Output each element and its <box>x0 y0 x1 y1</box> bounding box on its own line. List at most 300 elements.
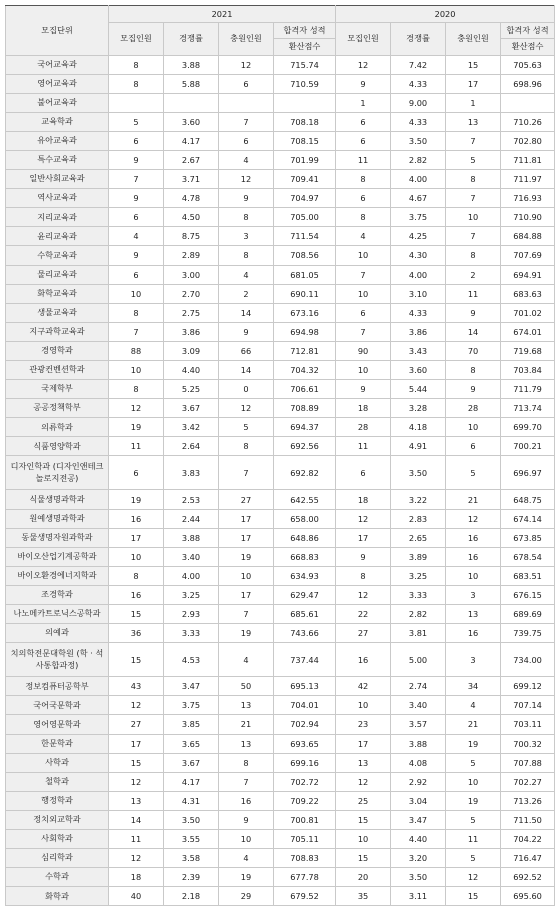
quota-2020-cell: 28 <box>336 418 391 437</box>
table-row <box>6 437 555 456</box>
table-row <box>6 189 555 208</box>
score-2020-cell: 734.00 <box>501 643 555 677</box>
fill-2021-cell: 6 <box>219 131 274 150</box>
table-row <box>6 696 555 715</box>
ratio-2021-cell: 4.50 <box>164 208 219 227</box>
fill-2021-cell: 4 <box>219 643 274 677</box>
fill-2021-cell: 12 <box>219 170 274 189</box>
table-row <box>6 170 555 189</box>
score-2020-cell: 676.15 <box>501 585 555 604</box>
unit-cell: 국어교육과 <box>6 55 109 74</box>
score-2020-cell: 701.02 <box>501 303 555 322</box>
unit-cell: 교육학과 <box>6 112 109 131</box>
quota-2021-cell: 8 <box>109 55 164 74</box>
ratio-2020-cell: 3.40 <box>391 696 446 715</box>
score-2021-cell: 712.81 <box>274 341 336 360</box>
quota-2020-cell: 9 <box>336 74 391 93</box>
score-2021-cell: 690.11 <box>274 284 336 303</box>
ratio-2020-cell: 2.82 <box>391 605 446 624</box>
unit-cell: 생물교육과 <box>6 303 109 322</box>
ratio-2021-cell: 3.40 <box>164 547 219 566</box>
ratio-2021-cell: 3.00 <box>164 265 219 284</box>
ratio-2020-cell: 3.20 <box>391 849 446 868</box>
fill-2020-cell: 17 <box>446 74 501 93</box>
quota-2020-cell: 6 <box>336 456 391 490</box>
unit-cell: 일반사회교육과 <box>6 170 109 189</box>
quota-2020-cell: 27 <box>336 624 391 643</box>
quota-2020-cell: 17 <box>336 734 391 753</box>
score-2021-cell: 708.18 <box>274 112 336 131</box>
ratio-2021-cell: 3.09 <box>164 341 219 360</box>
quota-2021-cell: 18 <box>109 868 164 887</box>
ratio-2021-cell: 3.55 <box>164 829 219 848</box>
table-row <box>6 246 555 265</box>
quota-2021-cell: 9 <box>109 246 164 265</box>
score-2020-cell: 719.68 <box>501 341 555 360</box>
ratio-2020-cell: 3.11 <box>391 887 446 906</box>
fill-2020-cell: 5 <box>446 810 501 829</box>
score-2021-cell: 704.01 <box>274 696 336 715</box>
unit-cell: 국제학부 <box>6 380 109 399</box>
quota-2021-cell: 40 <box>109 887 164 906</box>
quota-2021-cell: 17 <box>109 734 164 753</box>
score-2021-cell: 715.74 <box>274 55 336 74</box>
ratio-2020-cell: 3.43 <box>391 341 446 360</box>
fill-2020-cell: 70 <box>446 341 501 360</box>
admissions-table-wrapper <box>5 5 554 906</box>
quota-2020-cell: 22 <box>336 605 391 624</box>
quota-2021-cell: 10 <box>109 361 164 380</box>
fill-2020-cell: 12 <box>446 868 501 887</box>
ratio-2020-cell: 7.42 <box>391 55 446 74</box>
table-row <box>6 887 555 906</box>
quota-2021-cell: 8 <box>109 566 164 585</box>
score-2021-cell: 702.72 <box>274 772 336 791</box>
table-row <box>6 810 555 829</box>
score-2021-cell: 629.47 <box>274 585 336 604</box>
fill-2021-cell: 66 <box>219 341 274 360</box>
fill-2020-cell: 1 <box>446 93 501 112</box>
ratio-2020-cell: 4.91 <box>391 437 446 456</box>
ratio-2021-cell: 4.53 <box>164 643 219 677</box>
table-row <box>6 849 555 868</box>
quota-2020-cell: 12 <box>336 55 391 74</box>
ratio-2021-cell: 2.93 <box>164 605 219 624</box>
fill-2021-cell: 19 <box>219 868 274 887</box>
table-row <box>6 341 555 360</box>
fill-2020-cell: 4 <box>446 696 501 715</box>
fill-2021-cell: 27 <box>219 490 274 509</box>
ratio-2021-cell: 2.39 <box>164 868 219 887</box>
score-2020-cell: 707.69 <box>501 246 555 265</box>
quota-2020-cell: 7 <box>336 265 391 284</box>
ratio-2020-cell: 4.00 <box>391 170 446 189</box>
ratio-2020-cell: 2.92 <box>391 772 446 791</box>
quota-2021-cell: 16 <box>109 509 164 528</box>
table-row <box>6 547 555 566</box>
score-2020-cell: 713.26 <box>501 791 555 810</box>
ratio-2020-cell: 3.50 <box>391 456 446 490</box>
quota-2021-cell: 14 <box>109 810 164 829</box>
ratio-2021-cell: 3.71 <box>164 170 219 189</box>
unit-cell: 화학교육과 <box>6 284 109 303</box>
quota-2020-cell: 15 <box>336 849 391 868</box>
quota-2021-cell: 36 <box>109 624 164 643</box>
table-row <box>6 868 555 887</box>
quota-2020-cell: 35 <box>336 887 391 906</box>
ratio-2020-cell: 3.81 <box>391 624 446 643</box>
fill-2021-cell: 14 <box>219 361 274 380</box>
score-2020-cell: 700.21 <box>501 437 555 456</box>
unit-cell: 치의학전문대학원 (학 · 석사통합과정) <box>6 643 109 677</box>
quota-2020-cell: 6 <box>336 303 391 322</box>
fill-2021-cell: 4 <box>219 849 274 868</box>
unit-cell: 수학교육과 <box>6 246 109 265</box>
score-2020-cell: 683.51 <box>501 566 555 585</box>
fill-2020-cell: 11 <box>446 829 501 848</box>
unit-cell: 식품영양학과 <box>6 437 109 456</box>
unit-cell: 수학과 <box>6 868 109 887</box>
unit-cell: 조경학과 <box>6 585 109 604</box>
score-2021-cell: 681.05 <box>274 265 336 284</box>
score-2021-cell: 704.97 <box>274 189 336 208</box>
quota-2021-cell: 19 <box>109 490 164 509</box>
table-row <box>6 829 555 848</box>
ratio-2021-cell: 3.60 <box>164 112 219 131</box>
fill-2021-cell: 8 <box>219 437 274 456</box>
ratio-2021-cell: 2.75 <box>164 303 219 322</box>
quota-2020-cell: 10 <box>336 284 391 303</box>
unit-cell: 디자인학과 (디자인앤테크놀로지전공) <box>6 456 109 490</box>
quota-2020-cell: 13 <box>336 753 391 772</box>
header-row-years <box>6 6 555 23</box>
fill-2020-cell: 10 <box>446 208 501 227</box>
ratio-2021-cell: 2.18 <box>164 887 219 906</box>
quota-2020-cell: 6 <box>336 189 391 208</box>
ratio-2020-cell: 4.30 <box>391 246 446 265</box>
quota-2020-cell: 11 <box>336 150 391 169</box>
quota-2020-cell: 9 <box>336 380 391 399</box>
score-2021-cell: 701.99 <box>274 150 336 169</box>
ratio-2020-cell: 4.67 <box>391 189 446 208</box>
quota-2020-cell: 8 <box>336 208 391 227</box>
score-2021-cell: 692.82 <box>274 456 336 490</box>
unit-cell: 공공정책학부 <box>6 399 109 418</box>
table-row <box>6 55 555 74</box>
ratio-2021-cell: 3.65 <box>164 734 219 753</box>
quota-2020-cell: 12 <box>336 772 391 791</box>
quota-2020-cell: 16 <box>336 643 391 677</box>
unit-cell: 철학과 <box>6 772 109 791</box>
ratio-2020-cell: 4.00 <box>391 265 446 284</box>
table-body <box>6 55 555 906</box>
quota-2020-cell: 42 <box>336 677 391 696</box>
score-2021-cell: 648.86 <box>274 528 336 547</box>
fill-2020-cell: 7 <box>446 227 501 246</box>
score-2021-cell: 668.83 <box>274 547 336 566</box>
score-2021-cell: 702.94 <box>274 715 336 734</box>
table-row <box>6 456 555 490</box>
quota-2020-cell: 8 <box>336 566 391 585</box>
fill-2021-cell: 2 <box>219 284 274 303</box>
fill-2021-cell: 7 <box>219 456 274 490</box>
ratio-2020-cell: 3.60 <box>391 361 446 380</box>
quota-2020-cell: 25 <box>336 791 391 810</box>
table-row <box>6 150 555 169</box>
quota-2020-cell: 12 <box>336 585 391 604</box>
score-2020-cell: 711.97 <box>501 170 555 189</box>
ratio-2021-cell: 3.50 <box>164 810 219 829</box>
quota-2020-cell: 8 <box>336 170 391 189</box>
score-2020-cell: 703.11 <box>501 715 555 734</box>
table-row <box>6 208 555 227</box>
unit-cell: 바이오산업기계공학과 <box>6 547 109 566</box>
ratio-2020-cell: 3.33 <box>391 585 446 604</box>
ratio-2020-cell: 2.74 <box>391 677 446 696</box>
table-row <box>6 284 555 303</box>
fill-2020-cell: 34 <box>446 677 501 696</box>
table-row <box>6 528 555 547</box>
table-row <box>6 772 555 791</box>
fill-2021-cell: 7 <box>219 605 274 624</box>
quota-2021-cell: 5 <box>109 112 164 131</box>
score-2021-cell: 693.65 <box>274 734 336 753</box>
score-2021-cell: 685.61 <box>274 605 336 624</box>
quota-2021-cell: 17 <box>109 528 164 547</box>
ratio-2021-cell: 2.53 <box>164 490 219 509</box>
unit-cell: 관광컨벤션학과 <box>6 361 109 380</box>
quota-2020-cell: 20 <box>336 868 391 887</box>
ratio-2021-cell: 3.67 <box>164 753 219 772</box>
fill-2021-cell: 8 <box>219 753 274 772</box>
ratio-2020-cell: 5.44 <box>391 380 446 399</box>
fill-2020-cell: 21 <box>446 490 501 509</box>
score-2021-cell: 711.54 <box>274 227 336 246</box>
score-2021-cell: 634.93 <box>274 566 336 585</box>
score-2020-cell: 710.26 <box>501 112 555 131</box>
fill-2020-cell: 15 <box>446 887 501 906</box>
unit-cell: 식물생명과학과 <box>6 490 109 509</box>
fill-2020-cell: 8 <box>446 170 501 189</box>
ratio-2020-cell: 4.33 <box>391 303 446 322</box>
table-row <box>6 93 555 112</box>
quota-2020-cell: 23 <box>336 715 391 734</box>
quota-2020-cell: 4 <box>336 227 391 246</box>
quota-2021-cell: 11 <box>109 437 164 456</box>
score-2020-cell: 702.80 <box>501 131 555 150</box>
fill-2020-cell: 13 <box>446 112 501 131</box>
fill-2021-cell <box>219 93 274 112</box>
fill-2020-cell: 21 <box>446 715 501 734</box>
fill-2021-cell: 29 <box>219 887 274 906</box>
score-2020-cell: 692.52 <box>501 868 555 887</box>
ratio-2020-cell: 3.04 <box>391 791 446 810</box>
fill-2020-cell: 7 <box>446 131 501 150</box>
ratio-2021-cell: 3.88 <box>164 55 219 74</box>
score-2020-cell: 739.75 <box>501 624 555 643</box>
table-row <box>6 605 555 624</box>
unit-cell: 의류학과 <box>6 418 109 437</box>
table-row <box>6 490 555 509</box>
quota-2020-cell: 6 <box>336 112 391 131</box>
unit-cell: 영어교육과 <box>6 74 109 93</box>
fill-2020-cell: 5 <box>446 753 501 772</box>
score-2021-cell: 708.15 <box>274 131 336 150</box>
score-2020-subheader: 환산점수 <box>501 39 555 56</box>
score-2020-cell: 674.14 <box>501 509 555 528</box>
table-row <box>6 566 555 585</box>
unit-column-header: 모집단위 <box>6 6 109 56</box>
score-2021-cell: 709.22 <box>274 791 336 810</box>
quota-2020-cell: 90 <box>336 341 391 360</box>
fill-2020-cell: 10 <box>446 418 501 437</box>
quota-2021-header: 모집인원 <box>109 22 164 55</box>
unit-cell: 한문학과 <box>6 734 109 753</box>
fill-2020-cell: 2 <box>446 265 501 284</box>
table-row <box>6 643 555 677</box>
fill-2021-cell: 7 <box>219 112 274 131</box>
fill-2021-cell: 4 <box>219 150 274 169</box>
fill-2020-cell: 9 <box>446 303 501 322</box>
ratio-2020-cell: 4.18 <box>391 418 446 437</box>
ratio-2020-cell: 9.00 <box>391 93 446 112</box>
quota-2020-cell: 10 <box>336 829 391 848</box>
quota-2020-cell: 12 <box>336 509 391 528</box>
score-2021-cell: 705.00 <box>274 208 336 227</box>
ratio-2021-cell: 8.75 <box>164 227 219 246</box>
score-2020-cell: 678.54 <box>501 547 555 566</box>
ratio-2021-cell: 3.42 <box>164 418 219 437</box>
ratio-2021-cell: 3.86 <box>164 322 219 341</box>
score-2021-cell: 709.41 <box>274 170 336 189</box>
fill-2020-cell: 13 <box>446 605 501 624</box>
fill-2021-cell: 10 <box>219 829 274 848</box>
table-row <box>6 380 555 399</box>
score-2020-cell: 648.75 <box>501 490 555 509</box>
quota-2021-cell: 6 <box>109 265 164 284</box>
fill-2020-cell: 15 <box>446 55 501 74</box>
score-2021-header: 합격자 성적 <box>274 22 336 39</box>
table-row <box>6 585 555 604</box>
unit-cell: 나노메카트로닉스공학과 <box>6 605 109 624</box>
fill-2021-cell: 14 <box>219 303 274 322</box>
score-2020-cell: 694.91 <box>501 265 555 284</box>
score-2021-cell: 710.59 <box>274 74 336 93</box>
fill-2020-cell: 16 <box>446 547 501 566</box>
fill-2020-cell: 6 <box>446 437 501 456</box>
quota-2021-cell: 9 <box>109 150 164 169</box>
table-row <box>6 265 555 284</box>
ratio-2020-cell: 2.83 <box>391 509 446 528</box>
ratio-2021-cell: 3.88 <box>164 528 219 547</box>
unit-cell: 심리학과 <box>6 849 109 868</box>
fill-2021-cell: 19 <box>219 624 274 643</box>
fill-2020-cell: 14 <box>446 322 501 341</box>
quota-2020-cell: 11 <box>336 437 391 456</box>
fill-2021-cell: 16 <box>219 791 274 810</box>
score-2020-header: 합격자 성적 <box>501 22 555 39</box>
fill-2021-cell: 19 <box>219 547 274 566</box>
quota-2020-cell: 18 <box>336 399 391 418</box>
ratio-2021-cell: 3.25 <box>164 585 219 604</box>
score-2020-cell: 700.32 <box>501 734 555 753</box>
ratio-2021-cell: 5.88 <box>164 74 219 93</box>
score-2021-cell: 708.89 <box>274 399 336 418</box>
fill-2020-cell: 5 <box>446 150 501 169</box>
ratio-2020-cell: 4.25 <box>391 227 446 246</box>
quota-2021-cell: 8 <box>109 303 164 322</box>
table-row <box>6 322 555 341</box>
score-2020-cell: 713.74 <box>501 399 555 418</box>
ratio-2020-cell: 4.33 <box>391 112 446 131</box>
fill-2021-cell: 50 <box>219 677 274 696</box>
score-2020-cell: 702.27 <box>501 772 555 791</box>
score-2020-cell: 711.50 <box>501 810 555 829</box>
ratio-2020-cell: 2.82 <box>391 150 446 169</box>
score-2021-cell: 743.66 <box>274 624 336 643</box>
table-row <box>6 227 555 246</box>
table-row <box>6 112 555 131</box>
table-header <box>6 6 555 56</box>
fill-2020-cell: 19 <box>446 791 501 810</box>
ratio-2020-cell: 3.10 <box>391 284 446 303</box>
fill-2021-cell: 17 <box>219 585 274 604</box>
quota-2021-cell: 27 <box>109 715 164 734</box>
unit-cell: 사학과 <box>6 753 109 772</box>
fill-2020-cell: 19 <box>446 734 501 753</box>
fill-2021-cell: 8 <box>219 246 274 265</box>
table-row <box>6 624 555 643</box>
ratio-2020-cell: 3.50 <box>391 131 446 150</box>
score-2021-cell: 694.37 <box>274 418 336 437</box>
fill-2021-cell: 21 <box>219 715 274 734</box>
score-2020-cell: 696.97 <box>501 456 555 490</box>
quota-2020-header: 모집인원 <box>336 22 391 55</box>
unit-cell: 불어교육과 <box>6 93 109 112</box>
ratio-2021-cell: 4.31 <box>164 791 219 810</box>
quota-2021-cell: 16 <box>109 585 164 604</box>
score-2021-cell <box>274 93 336 112</box>
score-2020-cell: 699.12 <box>501 677 555 696</box>
fill-2021-cell: 9 <box>219 322 274 341</box>
unit-cell: 역사교육과 <box>6 189 109 208</box>
fill-2021-cell: 12 <box>219 55 274 74</box>
fill-2020-cell: 5 <box>446 849 501 868</box>
ratio-2021-cell: 2.70 <box>164 284 219 303</box>
ratio-2021-cell: 2.44 <box>164 509 219 528</box>
table-row <box>6 791 555 810</box>
ratio-2021-cell: 3.75 <box>164 696 219 715</box>
score-2020-cell <box>501 93 555 112</box>
fill-2021-cell: 7 <box>219 772 274 791</box>
fill-2021-cell: 0 <box>219 380 274 399</box>
fill-2021-cell: 13 <box>219 734 274 753</box>
ratio-2020-cell: 3.75 <box>391 208 446 227</box>
fill-2020-cell: 3 <box>446 585 501 604</box>
score-2020-cell: 710.90 <box>501 208 555 227</box>
fill-2020-cell: 3 <box>446 643 501 677</box>
ratio-2020-cell: 3.88 <box>391 734 446 753</box>
ratio-2021-cell: 2.64 <box>164 437 219 456</box>
admissions-results-table <box>5 5 555 906</box>
fill-2020-cell: 28 <box>446 399 501 418</box>
score-2021-cell: 699.16 <box>274 753 336 772</box>
unit-cell: 정치외교학과 <box>6 810 109 829</box>
fill-2021-cell: 3 <box>219 227 274 246</box>
fill-2021-cell: 17 <box>219 509 274 528</box>
unit-cell: 영어영문학과 <box>6 715 109 734</box>
unit-cell: 정보컴퓨터공학부 <box>6 677 109 696</box>
